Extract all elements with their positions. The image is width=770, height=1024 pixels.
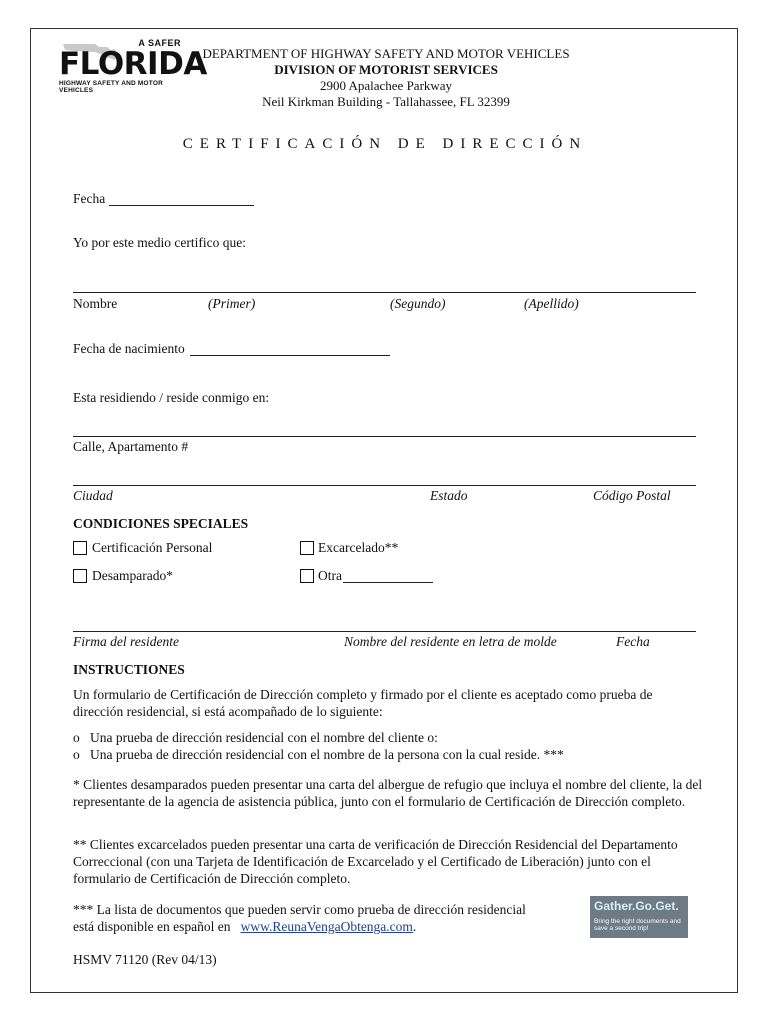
printed-name-label: Nombre del residente en letra de molde	[344, 634, 557, 649]
gather-go-get-badge	[590, 896, 688, 938]
date-label: Fecha	[73, 191, 106, 206]
florida-logo	[55, 34, 207, 94]
other-label: Otra	[318, 568, 342, 583]
certify-statement: Yo por este medio certifico que:	[73, 235, 246, 250]
last-name-label: (Apellido)	[524, 296, 579, 311]
homeless-checkbox[interactable]	[73, 569, 87, 583]
city-label: Ciudad	[73, 488, 113, 503]
date-field[interactable]	[109, 205, 254, 206]
other-field[interactable]	[343, 582, 433, 583]
name-field[interactable]	[73, 292, 696, 293]
form-title: CERTIFICACIÓN DE DIRECCIÓN	[182, 136, 588, 152]
instructions-heading: INSTRUCTIONES	[73, 662, 185, 677]
instructions-intro: Un formulario de Certificación de Dirección completo y firmado por el cliente es aceptado como prueba de dirección residencial, si está acompañado de lo siguiente:	[73, 687, 653, 719]
bullet-circle-icon: o	[73, 730, 80, 745]
released-inmate-checkbox[interactable]	[300, 541, 314, 555]
released-note: ** Clientes excarcelados pueden presentar una carta de verificación de Dirección Residencial del Departamento Correccional (con una Tarjeta de Identificación de Excarcelado y el Certificado de Liberación) junto con el formulario de Certificación de Dirección completo.	[73, 837, 678, 886]
documents-note-line1: *** La lista de documentos que pueden servir como prueba de dirección residencial	[73, 902, 526, 917]
middle-name-label: (Segundo)	[390, 296, 446, 311]
birth-date-label: Fecha de nacimiento	[73, 341, 185, 356]
documents-note-line2	[73, 919, 416, 935]
personal-certification-label: Certificación Personal	[92, 540, 213, 555]
other-checkbox[interactable]	[300, 569, 314, 583]
city-state-zip-field[interactable]	[73, 485, 696, 486]
logo-word: FLORIDA	[59, 46, 207, 82]
instruction-bullet-2: Una prueba de dirección residencial con el nombre de la persona con la cual reside. ***	[90, 747, 564, 762]
link-suffix: .	[412, 919, 417, 934]
signature-date-label: Fecha	[616, 634, 650, 649]
header-division: DIVISION OF MOTORIST SERVICES	[274, 62, 498, 77]
form-number: HSMV 71120 (Rev 04/13)	[73, 952, 217, 967]
reunavengaobtenga-link[interactable]: www.ReunaVengaObtenga.com	[240, 919, 413, 934]
signature-field[interactable]	[73, 631, 696, 632]
personal-certification-checkbox[interactable]	[73, 541, 87, 555]
header-department: DEPARTMENT OF HIGHWAY SAFETY AND MOTOR VEHICLES	[202, 46, 570, 61]
residing-label: Esta residiendo / reside conmigo en:	[73, 390, 270, 405]
header-building: Neil Kirkman Building - Tallahassee, FL 32399	[262, 94, 510, 109]
badge-title: Gather.Go.Get.	[594, 899, 679, 913]
header-street: 2900 Apalachee Parkway	[319, 78, 453, 93]
released-inmate-label: Excarcelado**	[318, 540, 399, 555]
badge-subtitle: Bring the right documents and save a second trip!	[594, 918, 681, 932]
logo-tagline: HIGHWAY SAFETY AND MOTOR VEHICLES	[59, 80, 163, 94]
documents-note-text: está disponible en español en	[73, 919, 231, 934]
street-field[interactable]	[73, 436, 696, 437]
homeless-label: Desamparado*	[92, 568, 173, 583]
state-label: Estado	[430, 488, 468, 503]
birth-date-field[interactable]	[190, 355, 390, 356]
street-label: Calle, Apartamento #	[73, 439, 189, 454]
postal-code-label: Código Postal	[593, 488, 671, 503]
bullet-circle-icon: o	[73, 747, 80, 762]
homeless-note: * Clientes desamparados pueden presentar una carta del albergue de refugio que incluya el nombre del cliente, la del representante de la agencia de asistencia pública, junto con el formulario de Certificación de Dirección completo.	[73, 777, 703, 809]
resident-signature-label: Firma del residente	[73, 634, 179, 649]
instruction-bullet-1: Una prueba de dirección residencial con el nombre del cliente o:	[90, 730, 438, 745]
first-name-label: (Primer)	[208, 296, 256, 311]
special-conditions-heading: CONDICIONES SPECIALES	[73, 516, 249, 531]
agency-header	[186, 46, 586, 110]
name-label: Nombre	[73, 296, 118, 311]
logo-safer: A SAFER	[138, 38, 181, 48]
